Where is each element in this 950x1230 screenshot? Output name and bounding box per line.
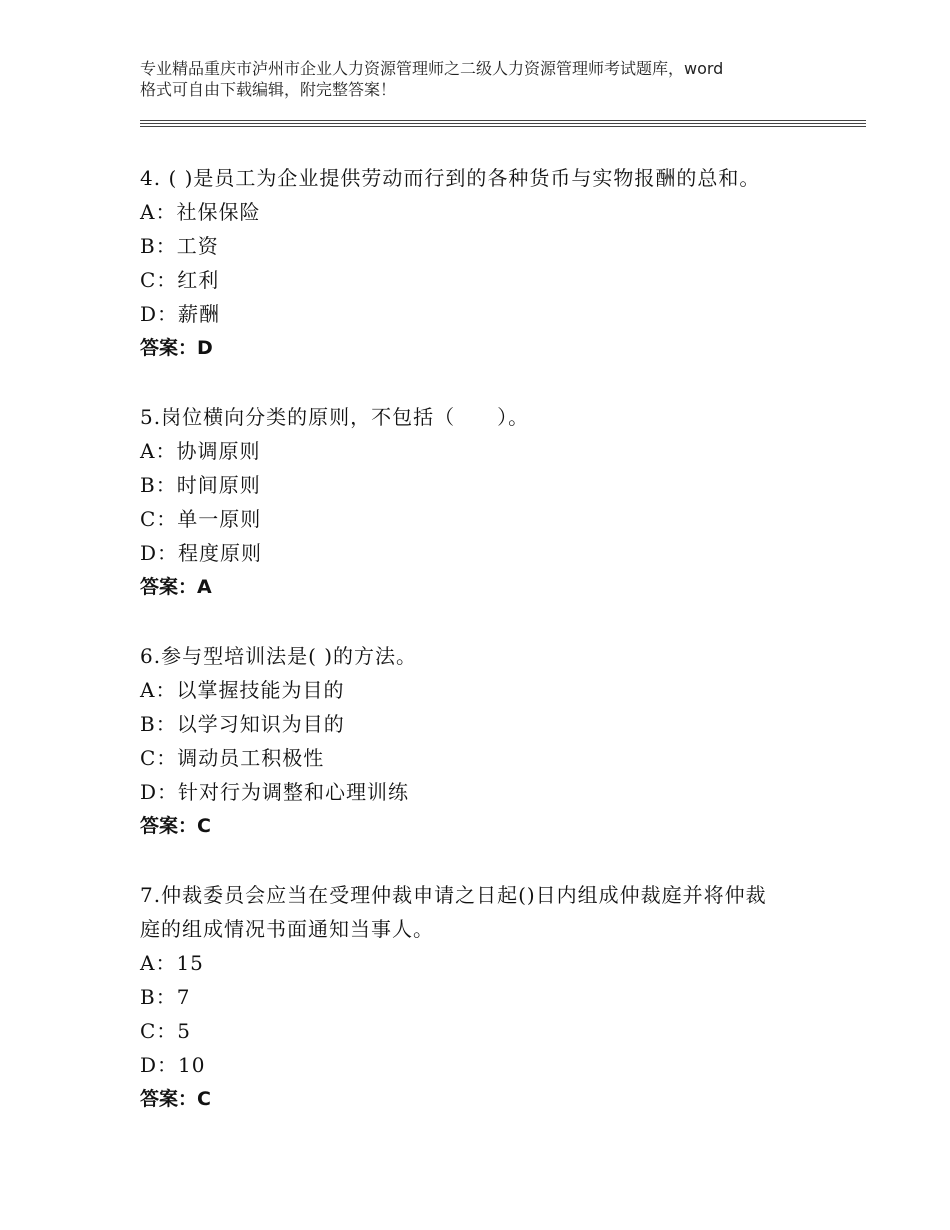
header-line-1: 专业精品重庆市泸州市企业人力资源管理师之二级人力资源管理师考试题库，word: [140, 59, 724, 78]
option-c: C：红利: [140, 268, 220, 292]
option-d: D：薪酬: [140, 302, 221, 326]
question-block: [140, 878, 820, 1116]
option-a: A：社保保险: [140, 200, 261, 224]
question-block: [140, 161, 820, 365]
option-c: C：调动员工积极性: [140, 746, 325, 770]
option-b: B：工资: [140, 234, 219, 258]
question-stem: 5.岗位横向分类的原则，不包括（ ）。: [140, 405, 530, 429]
option-c: C：单一原则: [140, 507, 262, 531]
answer-label: 答案：C: [140, 1088, 211, 1110]
option-b: B：以学习知识为目的: [140, 712, 345, 736]
option-b: B：时间原则: [140, 473, 261, 497]
answer-label: 答案：C: [140, 815, 211, 837]
question-stem: 6.参与型培训法是( )的方法。: [140, 644, 418, 668]
option-c: C：5: [140, 1019, 192, 1043]
answer-label: 答案：D: [140, 337, 213, 359]
question-stem: 4. ( )是员工为企业提供劳动而行到的各种货币与实物报酬的总和。: [140, 166, 761, 190]
question-block: [140, 400, 820, 604]
document-header: [140, 58, 840, 100]
question-block: [140, 639, 820, 843]
option-d: D：针对行为调整和心理训练: [140, 780, 410, 804]
option-a: A：协调原则: [140, 439, 261, 463]
option-a: A：15: [140, 951, 204, 975]
question-stem-line-2: 庭的组成情况书面通知当事人。: [140, 917, 434, 941]
header-divider-line: [140, 120, 866, 121]
header-divider-line: [140, 123, 866, 124]
option-b: B：7: [140, 985, 191, 1009]
header-line-2: 格式可自由下载编辑，附完整答案！: [140, 80, 397, 99]
header-divider-line: [140, 126, 866, 127]
option-d: D：10: [140, 1053, 206, 1077]
question-stem-line-1: 7.仲裁委员会应当在受理仲裁申请之日起()日内组成仲裁庭并将仲裁: [140, 883, 767, 907]
option-d: D：程度原则: [140, 541, 263, 565]
option-a: A：以掌握技能为目的: [140, 678, 345, 702]
answer-label: 答案：A: [140, 576, 212, 598]
